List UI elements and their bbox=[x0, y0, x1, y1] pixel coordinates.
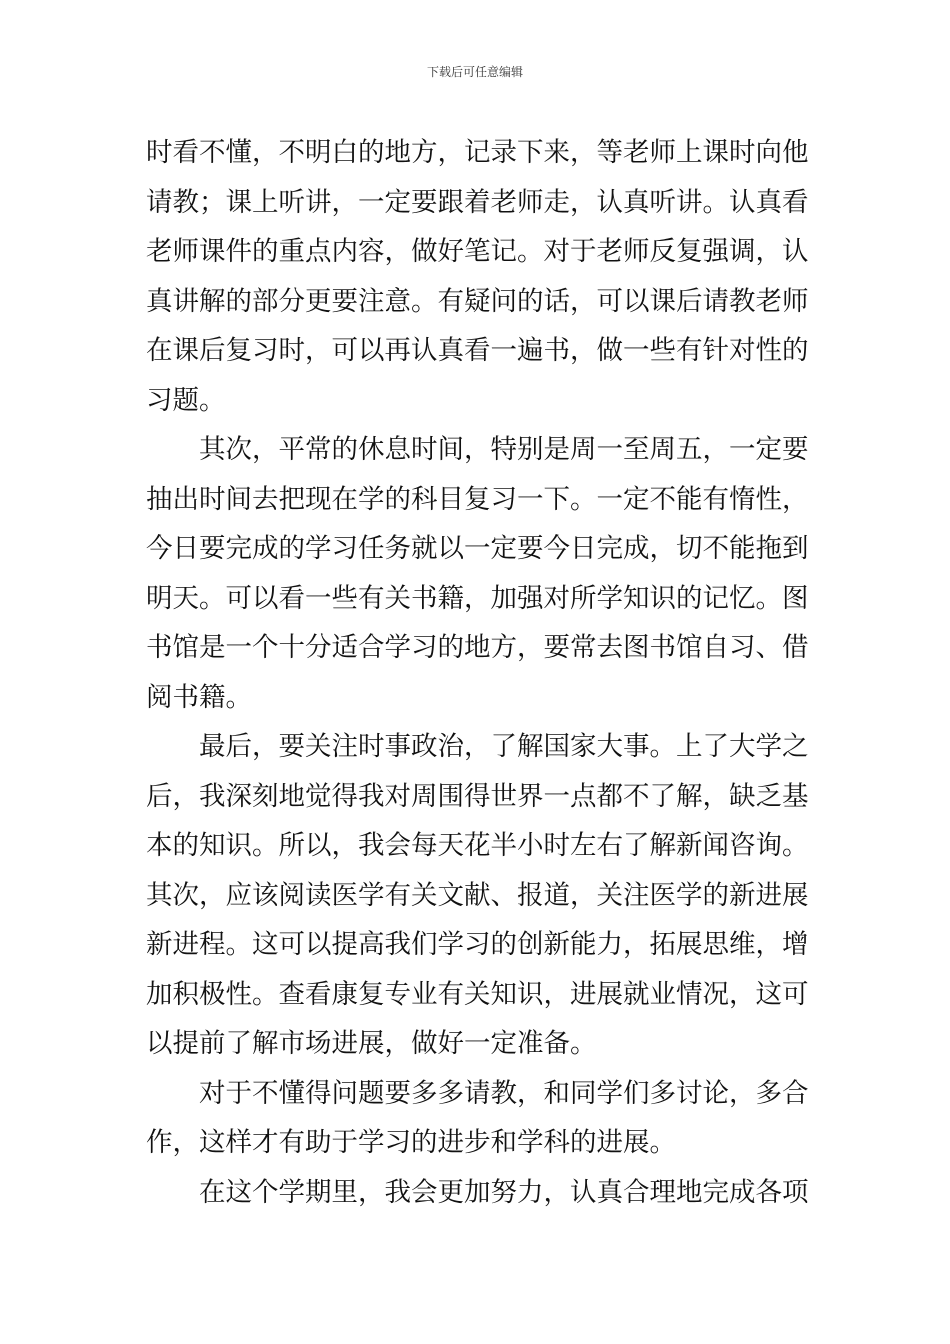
text-line-12: 阅书籍。 bbox=[146, 681, 252, 713]
text-line-21: 作，这样才有助于学习的进步和学科的进展。 bbox=[146, 1127, 676, 1158]
document-body bbox=[146, 128, 810, 1217]
text-line-16: 其次，应该阅读医学有关文献、报道，关注医学的新进展 bbox=[146, 879, 809, 911]
text-line-11: 书馆是一个十分适合学习的地方，要常去图书馆自习、借 bbox=[146, 632, 809, 663]
text-line-7: 其次，平常的休息时间，特别是周一至周五，一定要 bbox=[199, 434, 809, 465]
page-header: 下载后可任意编辑 bbox=[426, 65, 523, 79]
text-line-3: 老师课件的重点内容，做好笔记。对于老师反复强调，认 bbox=[146, 236, 809, 267]
text-line-13: 最后，要关注时事政治，了解国家大事。上了大学之 bbox=[199, 731, 809, 762]
text-line-5: 在课后复习时，可以再认真看一遍书，做一些有针对性的 bbox=[146, 335, 809, 366]
text-line-6: 习题。 bbox=[146, 384, 226, 416]
text-line-10: 明天。可以看一些有关书籍，加强对所学知识的记忆。图 bbox=[146, 582, 809, 614]
text-line-4: 真讲解的部分更要注意。有疑问的话，可以课后请教老师 bbox=[146, 285, 809, 317]
text-line-19: 以提前了解市场进展，做好一定准备。 bbox=[146, 1028, 597, 1059]
text-line-8: 抽出时间去把现在学的科目复习一下。一定不能有惰性， bbox=[146, 483, 809, 515]
text-line-2: 请教；课上听讲，一定要跟着老师走，认真听讲。认真看 bbox=[146, 186, 809, 218]
text-line-20: 对于不懂得问题要多多请教，和同学们多讨论，多合 bbox=[199, 1077, 809, 1109]
text-line-17: 新进程。这可以提高我们学习的创新能力，拓展思维，增 bbox=[146, 929, 809, 960]
text-line-15: 本的知识。所以，我会每天花半小时左右了解新闻咨询。 bbox=[146, 830, 809, 861]
text-line-1: 时看不懂，不明白的地方，记录下来，等老师上课时向他 bbox=[146, 137, 809, 168]
text-line-14: 后，我深刻地觉得我对周围得世界一点都不了解，缺乏基 bbox=[146, 780, 809, 812]
text-line-18: 加积极性。查看康复专业有关知识，进展就业情况，这可 bbox=[146, 978, 809, 1010]
text-line-22: 在这个学期里，我会更加努力，认真合理地完成各项 bbox=[199, 1176, 809, 1208]
text-line-9: 今日要完成的学习任务就以一定要今日完成，切不能拖到 bbox=[146, 533, 809, 564]
